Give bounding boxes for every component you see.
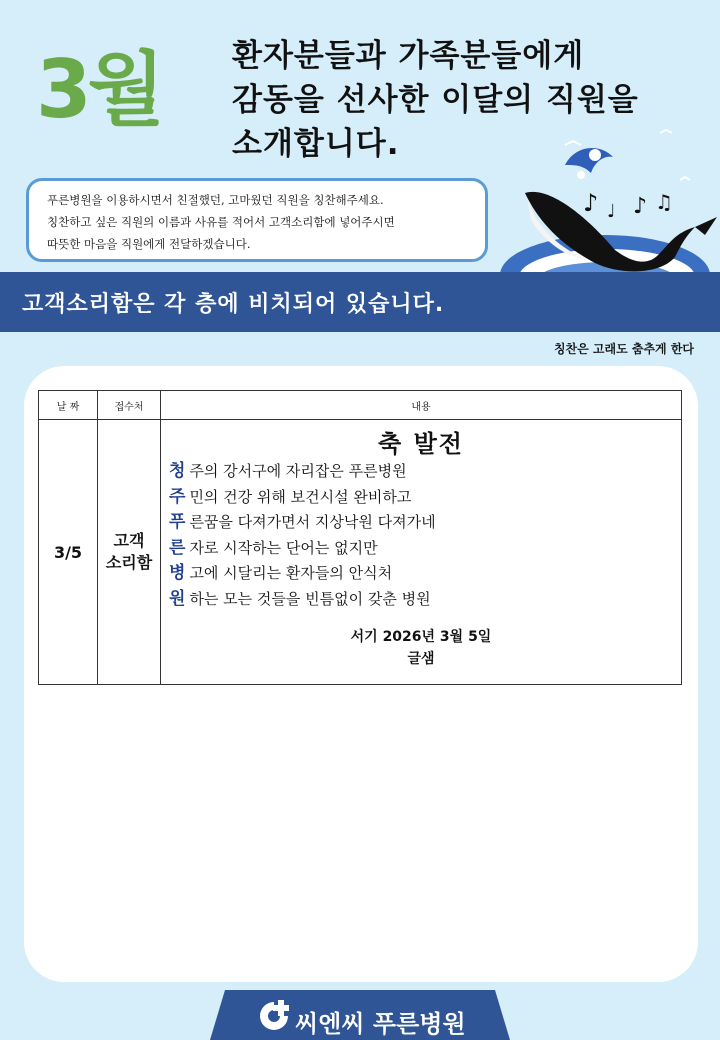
- svg-text:♪: ♪: [633, 194, 648, 219]
- poem-text: 민의 건강 위해 보건시설 완비하고: [189, 487, 412, 506]
- banner: [0, 272, 720, 332]
- headline-line: 환자분들과 가족분들에게: [232, 38, 585, 74]
- poem-line: [169, 561, 673, 587]
- poem-text: 주의 강서구에 자리잡은 푸른병원: [189, 462, 407, 480]
- svg-text:♫: ♫: [655, 190, 673, 214]
- poem-initial: 른: [169, 537, 186, 558]
- poem-text: 하는 모는 것들을 빈틈없이 갖춘 병원: [189, 589, 431, 608]
- headline-line: 감동을 선사한 이달의 직원을: [232, 82, 639, 118]
- poem-initial: 청: [169, 461, 186, 481]
- receiver-line: 소리함: [105, 553, 153, 572]
- hospital-name: 씨엔씨 푸른병원: [295, 1010, 466, 1038]
- month-title: 3월: [36, 43, 161, 136]
- svg-text:♩: ♩: [607, 201, 616, 222]
- poem-text: 고에 시달리는 환자들의 안식처: [189, 564, 393, 582]
- praise-table: [38, 390, 682, 685]
- column-header-receiver: 접수처: [98, 391, 161, 420]
- notice-line: 따뜻한 마음을 직원에게 전달하겠습니다.: [47, 237, 251, 251]
- table-header-row: [39, 391, 682, 420]
- hospital-logo-icon: [254, 996, 294, 1036]
- banner-text: 고객소리함은 각 층에 비치되어 있습니다.: [22, 292, 445, 317]
- poem-line: [169, 459, 673, 485]
- column-header-content: 내용: [161, 391, 682, 420]
- poem-date: 서기 2026년 3월 5일: [350, 629, 492, 645]
- poem-line: [169, 587, 673, 613]
- poem-line: [169, 485, 673, 511]
- slogan: 칭찬은 고래도 춤추게 한다: [553, 342, 694, 356]
- cell-content: [161, 420, 682, 685]
- poem-initial: 병: [169, 563, 186, 583]
- poem-initial: 주: [169, 486, 186, 507]
- table-row: [39, 420, 682, 685]
- receiver-line: 고객: [113, 531, 145, 550]
- svg-text:♪: ♪: [583, 189, 599, 217]
- cell-receiver: [98, 420, 161, 685]
- poem-author: 글샘: [407, 651, 435, 667]
- poem-text: 자로 시작하는 단어는 없지만: [189, 538, 378, 557]
- headline-line: 소개합니다.: [232, 126, 400, 162]
- poem-line: [169, 536, 673, 562]
- poem-initial: 원: [169, 588, 186, 609]
- poem-title: 축 발전: [378, 430, 464, 458]
- notice-line: 칭찬하고 싶은 직원의 이름과 사유를 적어서 고객소리함에 넣어주시면: [47, 215, 395, 229]
- notice-line: 푸른병원을 이용하시면서 친절했던, 고마웠던 직원을 칭찬해주세요.: [47, 193, 384, 207]
- poem-initial: 푸: [169, 512, 186, 532]
- cell-date: 3/5: [39, 420, 98, 685]
- notice-box: [26, 178, 488, 262]
- poem-text: 른꿈을 다져가면서 지상낙원 다져가네: [189, 513, 436, 531]
- poem-line: [169, 510, 673, 536]
- column-header-date: 날 짜: [39, 391, 98, 420]
